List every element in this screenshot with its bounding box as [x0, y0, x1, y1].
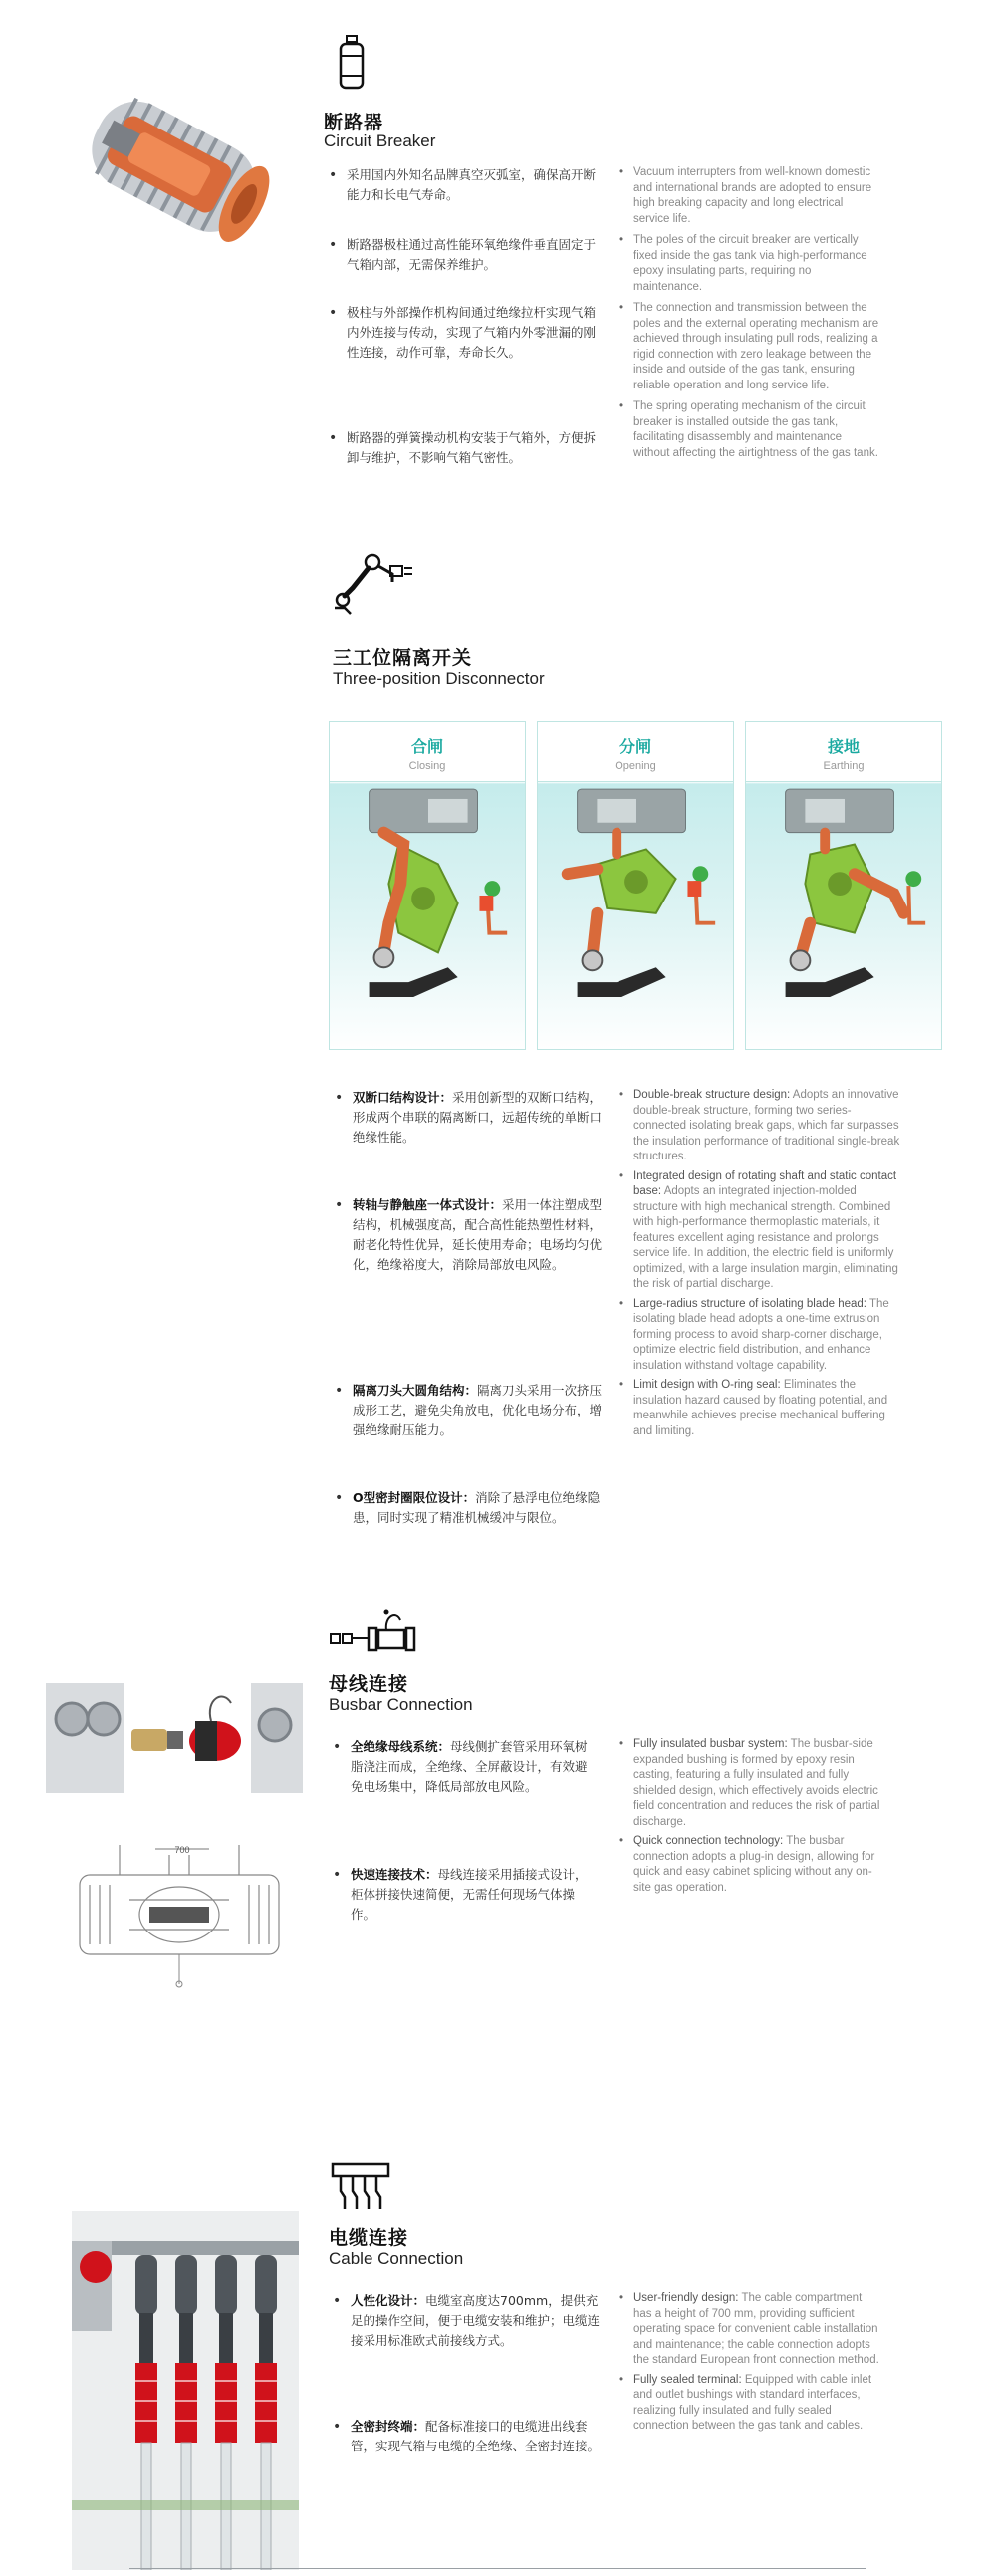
panel-closing — [329, 721, 526, 1050]
list-item: • 全密封终端：配备标准接口的电缆进出线套管，实现气箱与电缆的全绝缘、全密封连接。 — [333, 2417, 602, 2456]
disconnector-title-cn: 三工位隔离开关 — [333, 647, 473, 669]
disconnector-title-en: Three-position Disconnector — [333, 669, 545, 688]
list-item: • Integrated design of rotating shaft and static contact base: Adopts an integrated injection-molded structure with high mechanical strength. Combined with high-performance thermoplastic materials, it features excellent aging resistance and prolongs service life. In addition, the electric field is uniformly optimized, with a large insulation margin, eliminating the risk of partial discharge. — [619, 1169, 900, 1293]
busbar-plug-icon — [329, 1606, 424, 1656]
disconnector-position-panels — [329, 721, 942, 1050]
cable-title-cn: 电缆连接 — [329, 2227, 409, 2249]
disconnector-switch-icon — [331, 548, 414, 618]
panel-earthing — [745, 721, 942, 1050]
breaker-cn-list — [329, 165, 598, 468]
cable-cn-list — [333, 2291, 602, 2456]
list-item: • Large-radius structure of isolating blade head: The isolating blade head adopts a one-time extrusion forming process to avoid sharp-corner discharge, optimize electric field distribution, and enhance insulation withstand voltage capability. — [619, 1297, 900, 1375]
list-item: • The spring operating mechanism of the circuit breaker is installed outside the gas tank, facilitating disassembly and maintenance without affecting the airtightness of the gas tank. — [619, 399, 880, 461]
cable-terminal-icon — [331, 2158, 390, 2213]
panel-label-cn: 分闸 — [619, 737, 651, 756]
list-item: • Limit design with O-ring seal: Eliminates the insulation hazard caused by floating potential, and meanwhile achieves precise mechanical buffering and limiting. — [619, 1378, 900, 1439]
busbar-cn-list — [333, 1737, 594, 1925]
circuit-breaker-image — [50, 70, 289, 259]
list-item: • Double-break structure design: Adopts an innovative double-break structure, forming two series-connected isolating break gaps, which far surpasses the insulation performance of traditional single-break structures. — [619, 1088, 900, 1165]
busbar-plug-image — [46, 1679, 303, 1797]
dimension-label: 700 — [174, 1845, 190, 1855]
list-item: • User-friendly design: The cable compartment has a height of 700 mm, providing sufficient operating space for convenient cable installation and maintenance; the cable connection adopts the standard European front connection method. — [619, 2291, 880, 2369]
list-item: • 全绝缘母线系统：母线侧扩套管采用环氧树脂浇注而成，全绝缘、全屏蔽设计，有效避免电场集中，降低局部放电风险。 — [333, 1737, 594, 1865]
panel-label-en: Earthing — [823, 760, 865, 772]
list-item: • Vacuum interrupters from well-known domestic and international brands are adopted to ensure high breaking capacity and long electrical service life. — [619, 165, 880, 227]
busbar-title-en: Busbar Connection — [329, 1695, 473, 1714]
list-item: • 双断口结构设计：采用创新型的双断口结构，形成两个串联的隔离断口，远超传统的单断口绝缘性能。 — [335, 1088, 604, 1195]
disconnector-en-list — [619, 1088, 900, 1439]
busbar-title-cn: 母线连接 — [329, 1674, 409, 1695]
panel-label-en: Closing — [408, 760, 446, 772]
panel-label-en: Opening — [615, 760, 656, 772]
list-item: • Fully insulated busbar system: The busbar-side expanded bushing is formed by epoxy resin casting, featuring a fully insulated and fully shielded design, which effectively avoids electric field concentration and reduces the risk of partial discharge. — [619, 1737, 880, 1830]
panel-label-cn: 合闸 — [410, 737, 443, 756]
gas-cylinder-icon — [337, 34, 367, 90]
earthing-position-illustration — [746, 784, 941, 1003]
disconnector-cn-list — [335, 1088, 604, 1528]
list-item: • Fully sealed terminal: Equipped with cable inlet and outlet bushings with standard interfaces, realizing fully insulated and fully sealed connection between the gas tank and cables. — [619, 2373, 880, 2435]
opening-position-illustration — [538, 784, 733, 1003]
panel-label-cn: 接地 — [827, 737, 860, 756]
list-item: • 极柱与外部操作机构间通过绝缘拉杆实现气箱内外连接与传动，实现了气箱内外零泄漏的刚性连接，动作可靠，寿命长久。 — [329, 303, 598, 428]
list-item: • Quick connection technology: The busbar connection adopts a plug-in design, allowing for quick and easy cabinet splicing without any on-site gas operation. — [619, 1834, 880, 1896]
breaker-title-cn: 断路器 — [324, 112, 384, 133]
panel-opening — [537, 721, 734, 1050]
busbar-en-list — [619, 1737, 880, 1896]
list-item: • The poles of the circuit breaker are vertically fixed inside the gas tank via high-performance epoxy insulating parts, requiring no maintenance. — [619, 233, 880, 295]
list-item: • 快速连接技术：母线连接采用插接式设计，柜体拼接快速简便，无需任何现场气体操作。 — [333, 1865, 594, 1925]
breaker-en-list — [619, 165, 880, 461]
list-item: • 隔离刀头大圆角结构：隔离刀头采用一次挤压成形工艺，避免尖角放电，优化电场分布，增强绝缘耐压能力。 — [335, 1381, 604, 1488]
cable-en-list — [619, 2291, 880, 2435]
busbar-section-drawing — [60, 1835, 299, 1990]
list-item: • 断路器的弹簧操动机构安装于气箱外，方便拆卸与维护，不影响气箱气密性。 — [329, 428, 598, 468]
list-item: • The connection and transmission between the poles and the external operating mechanism are achieved through insulating pull rods, realizing a rigid connection with zero leakage between the inside and outside of the gas tank, ensuring reliable operation and long service life. — [619, 301, 880, 393]
list-item: • 断路器极柱通过高性能环氧绝缘件垂直固定于气箱内部，无需保养维护。 — [329, 235, 598, 303]
cable-title-en: Cable Connection — [329, 2249, 464, 2268]
list-item: • 转轴与静触座一体式设计：采用一体注塑成型结构，机械强度高，配合高性能热塑性材料，耐老化特性优异，延长使用寿命；电场均匀优化，绝缘裕度大，消除局部放电风险。 — [335, 1195, 604, 1381]
list-item: • O型密封圈限位设计：消除了悬浮电位绝缘隐患，同时实现了精准机械缓冲与限位。 — [335, 1488, 604, 1528]
closing-position-illustration — [330, 784, 525, 1003]
breaker-title-en: Circuit Breaker — [324, 131, 436, 150]
list-item: • 人性化设计：电缆室高度达700mm，提供充足的操作空间，便于电缆安装和维护；电缆连接采用标准欧式前接线方式。 — [333, 2291, 602, 2417]
bottom-divider — [129, 2568, 866, 2569]
list-item: • 采用国内外知名品牌真空灭弧室，确保高开断能力和长电气寿命。 — [329, 165, 598, 235]
cable-connection-image — [72, 2201, 299, 2570]
